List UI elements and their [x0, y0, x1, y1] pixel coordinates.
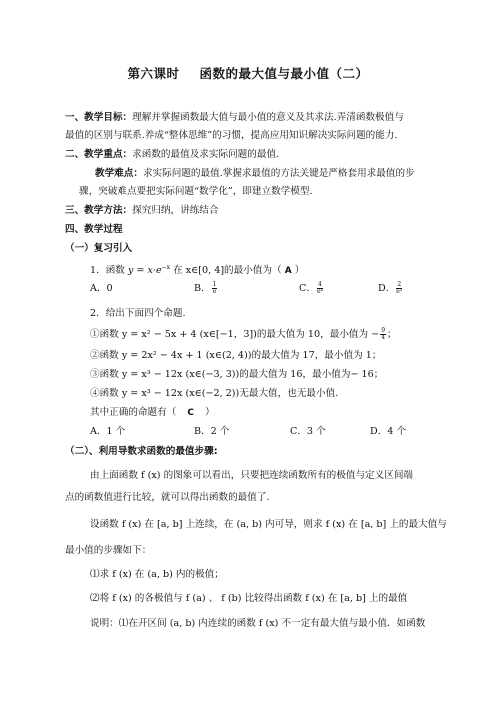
section-objectives-cont: 最值的区别与联系.养成“整体思维”的习惯，提高应用知识解决实际问题的能力.: [65, 130, 398, 141]
option-c-numerator: 4: [318, 281, 322, 288]
proposition-1: [90, 328, 397, 341]
note-paragraph: 说明：⑴在开区间 (a, b) 内连续的函数 f (x) 不一定有最大值与最小值．如函数: [90, 618, 426, 629]
option-b-denominator: e: [212, 288, 217, 295]
question-2-answer: C: [187, 408, 195, 418]
option-d-label: D．: [378, 283, 396, 294]
section-key-points-label: 二、教学重点：: [65, 149, 133, 160]
proposition-1-fraction: [380, 328, 386, 341]
section-process: 四、教学过程: [65, 224, 123, 235]
option-c-denominator: e⁴: [316, 288, 323, 295]
section-objectives-label: 一、教学目标：: [65, 112, 133, 123]
question-1-option-a: A．0: [90, 283, 113, 294]
section-methods: [65, 204, 219, 217]
question-2-option-a: A．1 个: [90, 426, 126, 437]
option-d-fraction: [396, 282, 402, 295]
option-d-numerator: 2: [397, 281, 402, 288]
section-difficulty: [95, 167, 415, 180]
question-2-prompt-text: 其中正确的命题有（: [90, 407, 177, 418]
option-b-numerator: 1: [212, 281, 217, 288]
option-d-denominator: e²: [396, 288, 403, 295]
section-key-points-text: 求函数的最值及求实际问题的最值.: [132, 149, 280, 160]
question-1-domain: 在 x∈[0, 4]的最小值为（: [170, 265, 282, 277]
section-difficulty-cont: 骤，突破难点要把实际问题“数学化”，即建立数学模型.: [79, 186, 313, 197]
option-c-label: C．: [299, 283, 316, 294]
question-1-answer: A: [284, 266, 292, 277]
section-methods-text: 探究归纳，讲练结合: [132, 205, 219, 216]
proposition-1-numerator: 9: [381, 327, 386, 334]
section-objectives-text: 理解并掌握函数最大值与最小值的意义及其求法.弄清函数极值与: [132, 112, 404, 123]
question-1-option-d: [378, 282, 403, 295]
question-2-option-d: D．4 个: [370, 426, 407, 437]
question-1-function: y = x·e: [127, 265, 162, 277]
section-difficulty-text: 求实际问题的最值.掌握求最值的方法关键是严格套用求最值的步: [142, 168, 415, 179]
section-objectives: [65, 111, 404, 124]
section-key-points: [65, 148, 279, 161]
proposition-2: ②函数 y = 2x² − 4x + 1 (x∈(2, 4))的最大值为 17，最小值为 1；: [90, 350, 382, 361]
option-c-fraction: [317, 282, 323, 295]
question-2-option-c: C．3 个: [290, 426, 326, 437]
question-1-prefix: 1．函数: [90, 265, 128, 277]
proposition-4: ④函数 y = x³ − 12x (x∈(−2, 2))无最大值，也无最小值.: [90, 388, 339, 399]
proposition-1-denominator: 4: [381, 334, 386, 341]
question-2-prompt-close: ）: [205, 407, 215, 418]
question-1-option-c: [299, 282, 324, 295]
option-b-label: B．: [194, 283, 211, 294]
body-paragraph-1-cont: 点的函数值进行比较，就可以得出函数的最值了.: [65, 492, 270, 503]
subsection-review: （一）复习引入: [65, 243, 133, 254]
page-title: [0, 64, 496, 82]
proposition-3: ③函数 y = x³ − 12x (x∈(−3, 3))的最大值为 16，最小值为− 16；: [90, 369, 384, 380]
question-1-close: ）: [294, 265, 305, 277]
question-2-prompt: [90, 406, 215, 420]
title-topic: 函数的最大值与最小值（二）: [199, 66, 369, 81]
section-difficulty-label: 教学难点：: [95, 168, 143, 179]
question-2-option-b: B．2 个: [194, 426, 230, 437]
section-methods-label: 三、教学方法：: [65, 205, 133, 216]
subsection-steps: （二）、利用导数求函数的最值步骤:: [65, 446, 218, 457]
question-1: [90, 261, 304, 278]
body-paragraph-2-cont: 最小值的步骤如下：: [65, 545, 152, 556]
option-b-fraction: [212, 282, 218, 295]
step-1: ⑴求 f (x) 在 (a, b) 内的极值；: [90, 569, 224, 580]
question-1-exponent: −x: [161, 264, 171, 271]
step-2: ⑵将 f (x) 的各极值与 f (a) 、 f (b) 比较得出函数 f (x) 在 [a, b] 上的最值: [90, 593, 408, 604]
proposition-1-text: ①函数 y = x² − 5x + 4 (x∈[−1，3])的最大值为 10，最小值为 −: [90, 329, 380, 340]
proposition-1-end: ；: [387, 329, 397, 340]
body-paragraph-1: 由上面函数 f (x) 的图象可以看出，只要把连续函数所有的极值与定义区间端: [90, 470, 414, 481]
body-paragraph-2: 设函数 f (x) 在 [a, b] 上连续，在 (a, b) 内可导，则求 f (x) 在 [a, b] 上的最大值与: [90, 519, 447, 530]
title-lesson: 第六课时: [127, 66, 180, 81]
question-1-option-b: [194, 282, 218, 295]
question-2-intro: 2．给出下面四个命题.: [90, 308, 186, 319]
